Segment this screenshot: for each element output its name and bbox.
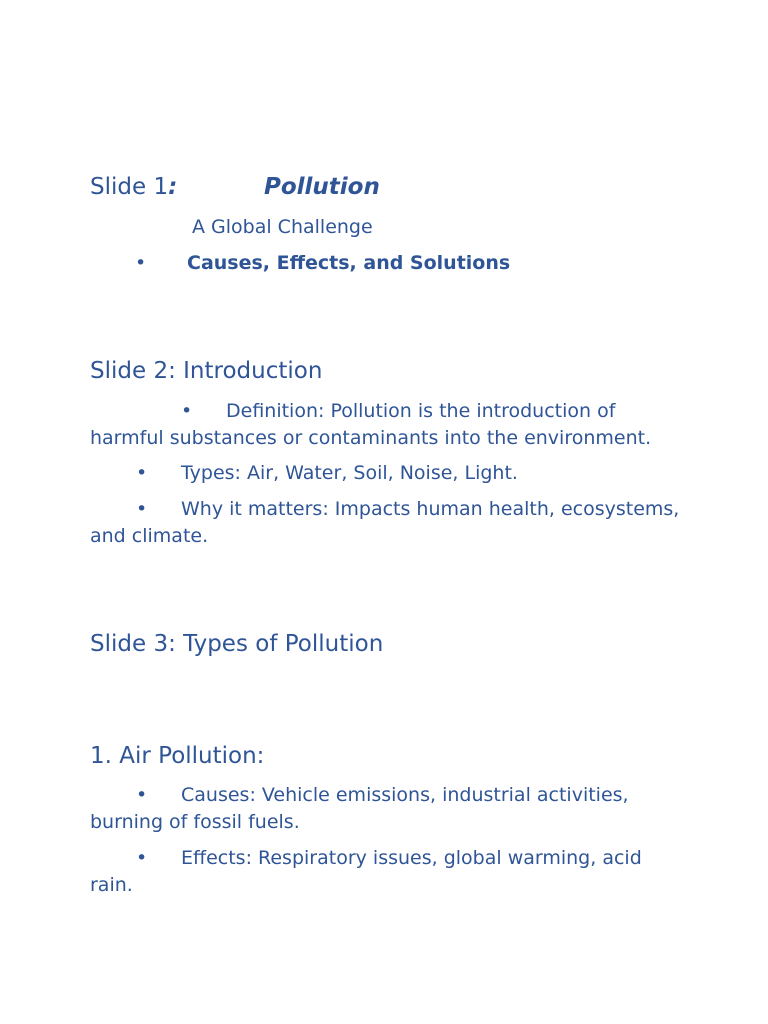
slide1-bullet-text: Causes, Effects, and Solutions [187, 252, 511, 274]
bullet-marker: • [136, 847, 148, 869]
bullet-marker: • [136, 498, 148, 520]
bullet-text: Why it matters: Impacts human health, ecosystems, and climate. [90, 498, 680, 547]
slide1-colon: : [168, 174, 178, 200]
bullet-marker: • [136, 784, 148, 806]
slide3-heading: Slide 3: Types of Pollution [90, 631, 384, 657]
bullet-marker: • [181, 400, 193, 422]
air-pollution-heading: 1. Air Pollution: [90, 743, 265, 769]
bullet-text: Types: Air, Water, Soil, Noise, Light. [181, 462, 518, 484]
slide1-heading [90, 173, 177, 201]
bullet-text: Definition: Pollution is the introduction of harmful substances or contaminants into the environment. [90, 400, 652, 449]
bullet-text: Effects: Respiratory issues, global warming, acid rain. [90, 847, 642, 896]
bullet-text: Causes: Vehicle emissions, industrial activities, burning of fossil fuels. [90, 784, 629, 833]
slide1-bullet-marker: • [135, 252, 147, 274]
bullet-marker: • [136, 462, 148, 484]
slide1-subtitle: A Global Challenge [192, 216, 373, 238]
slide1-prefix: Slide 1 [90, 174, 169, 200]
slide2-bullet-definition [90, 398, 690, 451]
air-bullet-causes [90, 782, 690, 835]
air-bullet-effects [90, 845, 690, 898]
slide1-title: Pollution [264, 174, 380, 200]
slide2-bullet-types [90, 460, 690, 487]
slide2-bullet-why [90, 496, 690, 549]
slide2-heading: Slide 2: Introduction [90, 358, 323, 384]
